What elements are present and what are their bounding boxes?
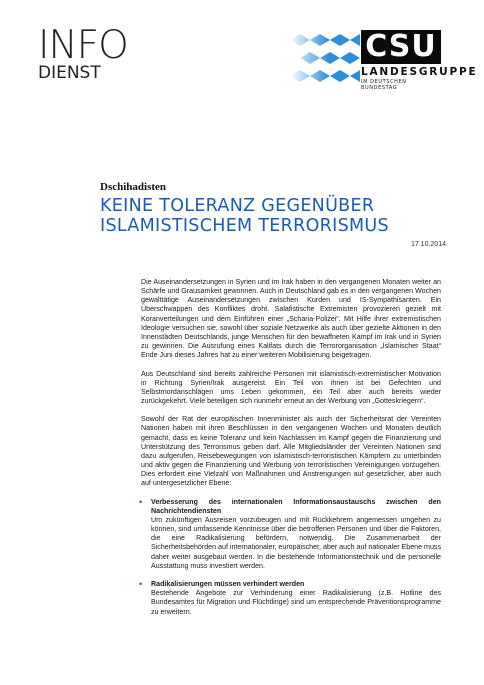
list-item xyxy=(141,580,441,617)
csu-wordmark: CSU xyxy=(361,30,441,64)
list-item-text: Bestehende Angebote zur Verhinderung einer Radikalisierung (z.B. Hotline des Bundesamtes für Migration und Flüchtlinge) sind um entsprechende Präventionsprogramme zu erweitern. xyxy=(151,589,441,616)
header xyxy=(0,0,484,95)
article-date: 17.10.2014 xyxy=(410,241,446,248)
paragraph: Sowohl der Rat der europäischen Innenminister als auch der Sicherheitsrat der Vereinten Nationen haben mit ihren Beschlüssen in den vergangenen Wochen und Monaten deutlich gemacht, dass es keine Toleranz und kein Nachlassen im Kampf gegen die Finanzierung und Unterstützung des Terrorismus geben darf. Alle Mitgliedsländer der Vereinten Nationen sind dazu aufgerufen, Reisebewegungen von islamistisch-terroristischen Kämpfern zu unterbinden und aktiv gegen die Finanzierung und Werbung von terroristischen Vereinigungen vorzugehen. Dies erfordert eine Vielzahl von Maßnahmen und Anstrengungen auf gesetzlicher, aber auch auf untergesetzlicher Ebene: xyxy=(141,415,441,488)
infodienst-logo xyxy=(38,23,128,83)
list-item-text: Um zukünftigen Ausreisen vorzubeugen und mit Rückkehrern angemessen umgehen zu können, sind umfassende Kenntnisse über die betroffenen Personen und über die Faktoren, die eine Radikalisierung befördern, notwendig. Die Zusammenarbeit der Sicherheitsbehörden auf internationaler, europäischer, aber auch auf nationaler Ebene muss daher weiter ausgebaut werden. In die bestehende Informationstechnik und die personelle Ausstattung muss investiert werden. xyxy=(151,516,441,570)
measures-list xyxy=(141,498,441,617)
list-item-title: Verbesserung des internationalen Informationsaustauschs zwischen den Nachrichtendiensten xyxy=(151,497,441,515)
bavarian-flag-icon xyxy=(290,28,360,86)
csu-logo xyxy=(361,29,478,91)
article-kicker: Dschihadisten xyxy=(100,181,167,193)
paragraph: Die Auseinandersetzungen in Syrien und im Irak haben in den vergangenen Monaten weiter an Schärfe und Grausamkeit gewonnen. Auch in Deutschland gab es in den vergangenen Wochen gewalttätige Auseinandersetzungen zwischen Kurden und IS-Sympathisanten. Ein Überschwappen des Konfliktes droht. Salafistische Extremisten provozieren gezielt mit Koranverteilungen und dem Einführen einer „Scharia-Polizei“. Mit Hilfe ihrer extremistischen Ideologie versuchen sie, sowohl über soziale Netzwerke als auch über gezielte Aktionen in den Innenstädten Deutschlands, junge Menschen für den bewaffneten Kampf im Irak und in Syrien zu gewinnen. Die Ausrufung eines Kalifats durch die Terrororganisation „Islamischer Staat“ Ende Juni dieses Jahres hat zu einer weiteren Mobilisierung beigetragen. xyxy=(141,278,441,360)
bullet-icon: • xyxy=(139,496,143,507)
info-wordmark: INFO xyxy=(38,23,128,68)
bullet-icon: • xyxy=(139,579,143,590)
landesgruppe-label: LANDESGRUPPE xyxy=(361,66,478,78)
list-item-title: Radikalisierungen müssen verhindert werden xyxy=(151,580,305,589)
list-item xyxy=(141,498,441,571)
article-title: KEINE TOLERANZ GEGENÜBER ISLAMISTISCHEM TERRORISMUS xyxy=(100,196,389,236)
dienst-wordmark: DIENST xyxy=(38,63,101,83)
paragraph: Aus Deutschland sind bereits zahlreiche Personen mit islamistisch-extremistischer Motivation in Richtung Syrien/Irak ausgereist. Ein Teil von ihnen ist bei Gefechten und Selbstmordanschlägen ums Leben gekommen, ein Teil aber auch bereits wieder zurückgekehrt. Viele beteiligen sich nunmehr erneut an der Werbung von „Gotteskriegern“. xyxy=(141,369,441,406)
bundestag-label: IM DEUTSCHEN BUNDESTAG xyxy=(361,79,407,91)
article-body xyxy=(141,278,441,626)
